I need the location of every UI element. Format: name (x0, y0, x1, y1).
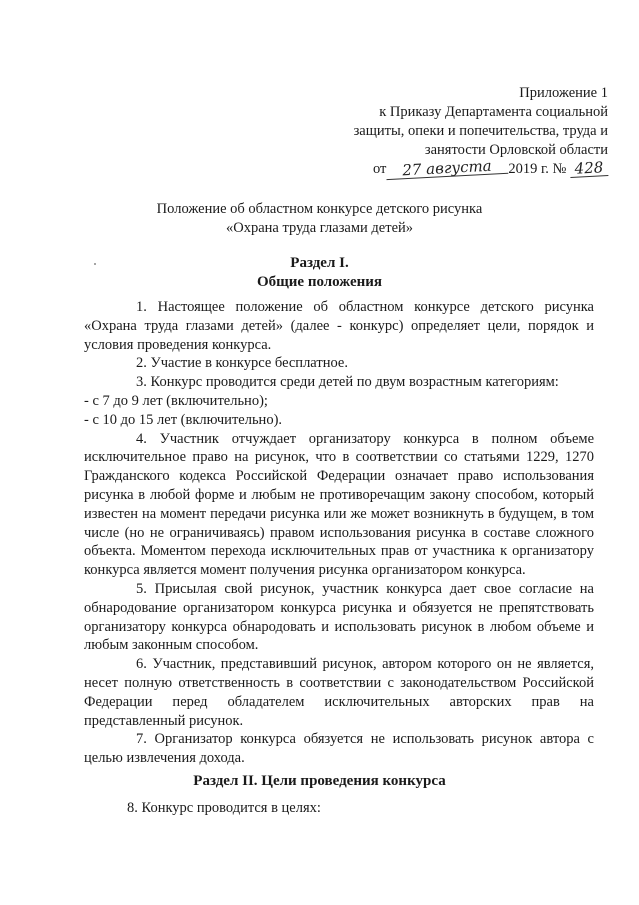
from-label: от (372, 161, 387, 177)
section-1-title: Общие положения (256, 274, 383, 290)
handwritten-number: 428 (570, 159, 609, 178)
section-2-heading: Раздел II. Цели проведения конкурса (193, 773, 446, 789)
paragraph-1: 1. Настоящее положение об областном конкурсе детского рисунка «Охрана труда глазами детей» (далее - конкурс) определяет цели, порядок и условия проведения конкурса. (84, 299, 594, 353)
section-1-number: Раздел I. (290, 255, 349, 271)
paragraph-7: 7. Организатор конкурса обязуется не использовать рисунок автора с целью извлечения дохода. (84, 731, 594, 767)
year-label: 2019 г. № (508, 161, 567, 177)
appendix-line-1: Приложение 1 (519, 85, 608, 101)
paragraph-6: 6. Участник, представивший рисунок, автором которого он не является, несет полную ответственность в соответствии с законодательством Российской Федерации перед обладателем исключительных авторских прав на представленный рисунок. (84, 656, 594, 729)
paragraph-5: 5. Присылая свой рисунок, участник конкурса дает свое согласие на обнародование организатором конкурса рисунка и обязуется не препятствовать организатору конкурса обнародовать и использовать рисунок в любом объеме и любым законным способом. (84, 580, 594, 654)
document-title (0, 200, 639, 238)
paragraph-8: 8. Конкурс проводится в целях: (127, 800, 321, 816)
appendix-line-3: защиты, опеки и попечительства, труда и (353, 123, 608, 139)
paragraph-3-item-b: - с 10 до 15 лет (включительно). (84, 411, 283, 428)
appendix-line-4: занятости Орловской области (424, 142, 608, 158)
paragraph-4: 4. Участник отчуждает организатору конкурса в полном объеме исключительное право на рисунок, что в соответствии со статьями 1229, 1270 Гражданского кодекса Российской Федерации означает право использования рисунка в любой форме и любым не противоречащим закону способом, который известен на момент передачи рисунка или же может возникнуть в будущем, в том числе (но не ограничиваясь) правом использования рисунка в составе сложного объекта. Моментом перехода исключительных прав от участника к организатору конкурса является момент получения рисунка организатором конкурса. (84, 430, 594, 579)
handwritten-date: 27 августа (386, 157, 509, 180)
paragraph-3: 3. Конкурс проводится среди детей по двум возрастным категориям: (136, 374, 559, 391)
appendix-date-line (318, 156, 608, 180)
appendix-line-2: к Приказу Департамента социальной (379, 104, 608, 120)
title-line-2: «Охрана труда глазами детей» (225, 220, 414, 236)
section-1-heading (0, 254, 639, 292)
title-line-1: Положение об областном конкурсе детского рисунка (156, 201, 483, 217)
section-1-body (84, 298, 594, 768)
appendix-header (318, 84, 608, 179)
paragraph-2: 2. Участие в конкурсе бесплатное. (136, 355, 348, 372)
paragraph-3-item-a: - с 7 до 9 лет (включительно); (84, 392, 268, 409)
